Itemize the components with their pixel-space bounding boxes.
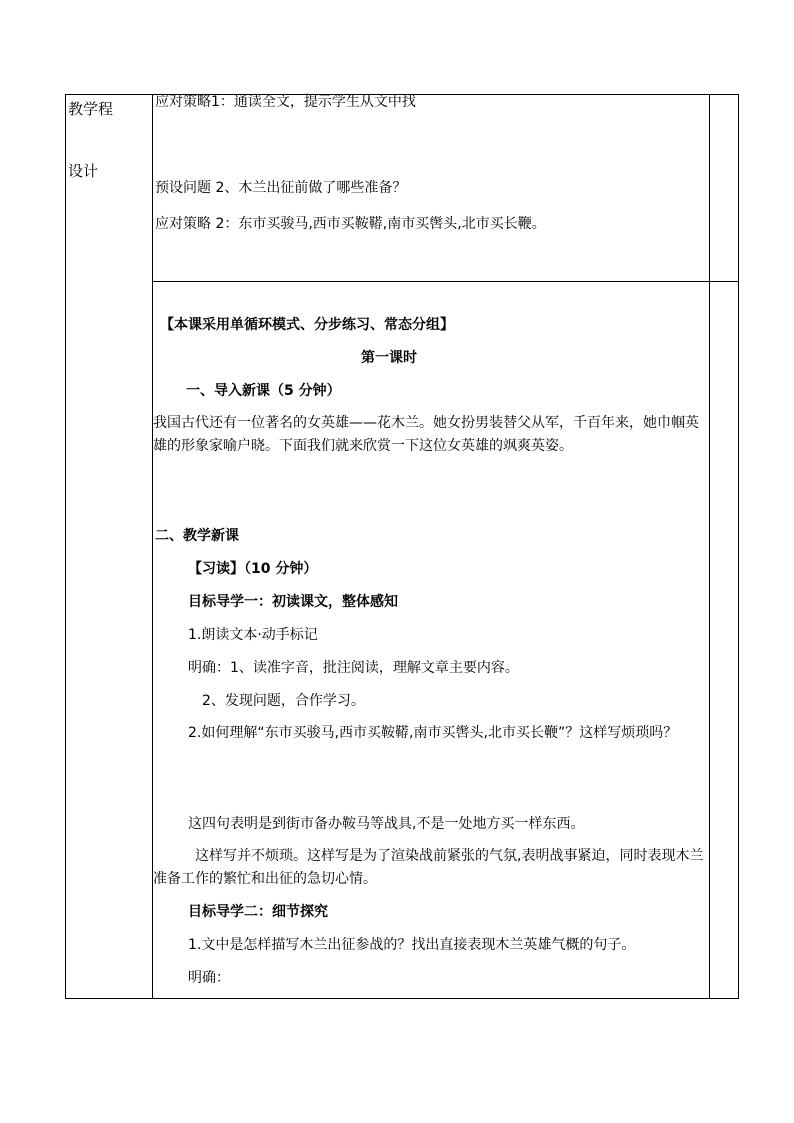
clarify-2: 2、发现问题，合作学习。 bbox=[202, 693, 365, 709]
column-divider-2 bbox=[709, 94, 710, 999]
clarify-3: 明确： bbox=[188, 970, 230, 986]
mode-heading: 【本课采用单循环模式、分步练习、常态分组】 bbox=[160, 317, 454, 333]
lesson-title: 第一课时 bbox=[361, 350, 417, 366]
row-label-line1: 教学程 bbox=[68, 100, 114, 118]
goal2-heading: 目标导学二：细节探究 bbox=[188, 904, 328, 920]
strategy-2: 应对策略 2：东市买骏马,西市买鞍鞯,南市买辔头,北市买长鞭。 bbox=[155, 216, 546, 232]
answer-2b: 这样写并不烦琐。这样写是为了渲染战前紧张的气氛,表明战事紧迫，同时表现木兰准备工作的繁忙和出征的急切心情。 bbox=[153, 848, 704, 887]
strategy-1: 应对策略1：通读全文，提示学生从文中找 bbox=[155, 94, 416, 110]
reading-heading: 【习读】（10 分钟） bbox=[188, 561, 318, 577]
row-divider bbox=[152, 281, 739, 282]
item-2: 2.如何理解“东市买骏马,西市买鞍鞯,南市买辔头,北市买长鞭”？这样写烦琐吗？ bbox=[188, 725, 678, 741]
answer-2a: 这四句表明是到街市备办鞍马等战具,不是一处地方买一样东西。 bbox=[188, 816, 585, 832]
table-border-left bbox=[65, 94, 66, 999]
part1-heading: 一、导入新课（5 分钟） bbox=[186, 383, 341, 399]
item-3: 1.文中是怎样描写木兰出征参战的？找出直接表现木兰英雄气概的句子。 bbox=[188, 937, 636, 953]
row-label-line2: 设计 bbox=[68, 162, 99, 180]
part2-heading: 二、教学新课 bbox=[155, 528, 239, 544]
question-2: 预设问题 2、木兰出征前做了哪些准备？ bbox=[155, 180, 407, 196]
intro-paragraph: 我国古代还有一位著名的女英雄——花木兰。她女扮男装替父从军，千百年来，她巾帼英雄的形象家喻户晓。下面我们就来欣赏一下这位女英雄的飒爽英姿。 bbox=[153, 415, 699, 454]
table-border-right bbox=[738, 94, 739, 999]
clarify-1: 明确：1、读准字音，批注阅读，理解文章主要内容。 bbox=[188, 660, 519, 676]
item-1: 1.朗读文本·动手标记 bbox=[188, 627, 318, 643]
goal1-heading: 目标导学一：初读课文，整体感知 bbox=[188, 594, 398, 610]
table-border-bottom bbox=[65, 998, 739, 999]
